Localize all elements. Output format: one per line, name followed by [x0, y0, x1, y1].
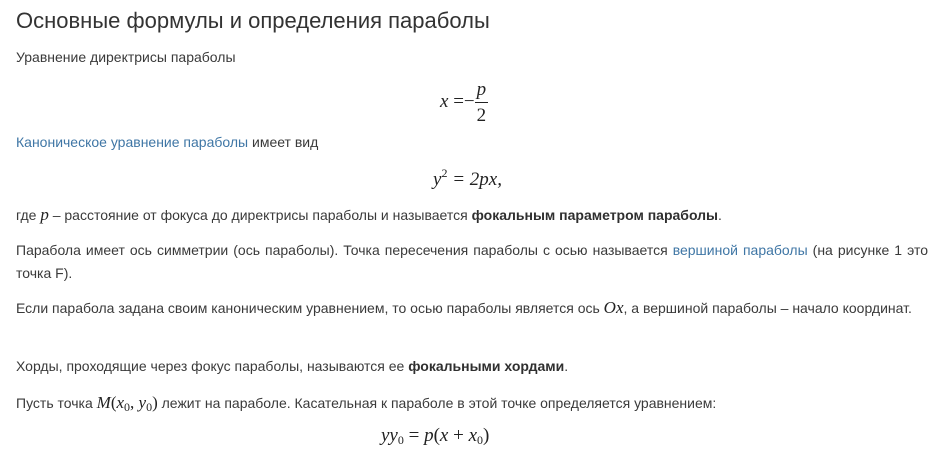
axis-paragraph — [16, 296, 928, 320]
formula-rhs: = 2px, — [447, 169, 502, 190]
tangent-plus: + — [448, 425, 469, 446]
tangent-pre: Пусть точка — [16, 395, 97, 411]
where-end: . — [718, 207, 722, 223]
point-x: x — [116, 393, 125, 412]
tangent-yy: yy — [381, 425, 398, 446]
point-close: ) — [152, 393, 158, 412]
canonical-formula — [433, 166, 502, 191]
tangent-paragraph — [16, 391, 716, 419]
tangent-close: ) — [483, 425, 490, 446]
canonical-rest: имеет вид — [248, 134, 319, 150]
tangent-y-sub: 0 — [397, 433, 404, 447]
tangent-x0-sub: 0 — [477, 433, 484, 447]
point-y: y — [138, 393, 147, 412]
chords-end: . — [564, 358, 569, 374]
tangent-p: p — [424, 425, 434, 446]
where-pre: где — [16, 207, 41, 223]
directrix-label: Уравнение директрисы параболы — [16, 49, 236, 65]
axis-text1: Если парабола задана своим каноническим уравнением, то осью параболы является ось — [16, 300, 604, 316]
directrix-formula — [440, 80, 488, 125]
formula-base: y — [433, 169, 442, 190]
tangent-open: ( — [433, 425, 440, 446]
formula-lhs: x — [440, 90, 449, 112]
canonical-equation-link[interactable]: Каноническое уравнение параболы — [16, 134, 249, 150]
where-text: – расстояние от фокуса до директрисы параболы и называется — [48, 207, 472, 223]
symmetry-rest: (на рисунке 1 это точка F). — [16, 242, 928, 281]
fraction — [475, 80, 489, 125]
tangent-formula — [381, 425, 489, 448]
fraction-numerator: p — [475, 80, 489, 103]
point-y-sub: 0 — [146, 400, 153, 414]
symmetry-paragraph — [16, 239, 928, 285]
point-open: ( — [110, 393, 117, 412]
tangent-x: x — [439, 425, 449, 446]
chords-text: Хорды, проходящие через фокус параболы, называются ее — [16, 358, 409, 374]
tangent-eq: = — [403, 425, 425, 446]
focal-parameter-term: фокальным параметром параболы — [471, 207, 719, 223]
point-name: M — [96, 393, 111, 412]
page-title: Основные формулы и определения параболы — [16, 8, 490, 33]
formula-power: 2 — [441, 166, 448, 180]
fraction-denominator: 2 — [476, 105, 487, 126]
tangent-text: лежит на параболе. Касательная к параболе в этой точке определяется уравнением: — [157, 395, 717, 411]
canonical-paragraph — [16, 131, 318, 154]
symmetry-text: Парабола имеет ось симметрии (ось параболы). Точка пересечения параболы с осью называется — [16, 242, 673, 258]
focal-chords-term: фокальными хордами — [408, 358, 565, 374]
where-var: p — [40, 205, 49, 224]
formula-eq: = — [453, 90, 464, 112]
axis-var: Ox — [603, 298, 624, 317]
vertex-link[interactable]: вершиной параболы — [672, 242, 808, 258]
point-x-sub: 0 — [124, 400, 131, 414]
axis-text2: , а вершиной параболы – начало координат. — [623, 300, 912, 316]
where-paragraph — [16, 203, 722, 227]
formula-minus: − — [463, 90, 475, 112]
chords-paragraph — [16, 355, 568, 378]
tangent-x0: x — [468, 425, 478, 446]
point-comma: , — [130, 393, 139, 412]
point-m — [97, 393, 158, 412]
